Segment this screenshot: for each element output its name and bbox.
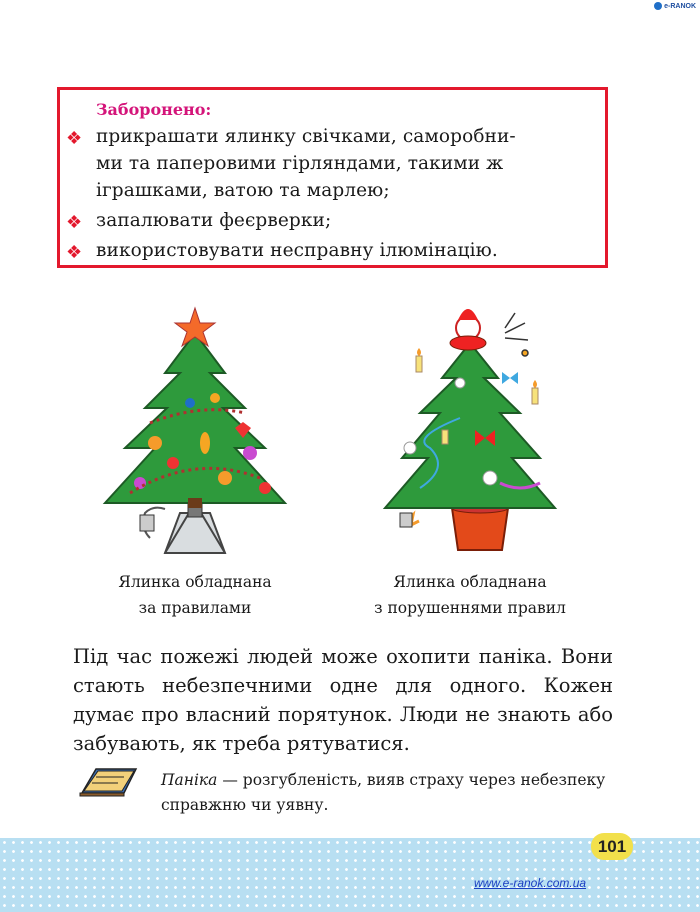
rule-item-continuation — [96, 150, 591, 177]
panic-paragraph: Під час пожежі людей може охопити паніка. Вони стають небезпечними одне для одного. Кожен думає про власний порятунок. Люди не знають або забувають, як треба рятуватися. — [73, 645, 613, 755]
rule-item — [66, 123, 591, 150]
definition-term: Паніка — [161, 771, 218, 789]
caption-line: за правилами — [138, 599, 252, 617]
rule-text: прикрашати ялинку свічками, саморобни- — [96, 126, 516, 147]
rule-item-continuation — [96, 177, 591, 204]
page-number: 101 — [591, 833, 633, 860]
publisher-logo — [654, 2, 696, 10]
caption-line: з порушеннями правил — [374, 599, 566, 617]
right-caption — [350, 569, 590, 621]
unsafe-christmas-tree-illustration — [380, 298, 560, 558]
bucket-icon — [452, 503, 508, 550]
caption-line: Ялинка обладнана — [118, 573, 272, 591]
rule-text: ми та паперовими гірляндами, такими ж — [96, 153, 504, 174]
rule-item — [66, 237, 591, 264]
diamond-bullet-icon: ❖ — [66, 128, 83, 149]
rule-text: запалювати феєрверки; — [96, 210, 332, 231]
rule-text: іграшками, ватою та марлею; — [96, 180, 390, 201]
rule-item — [66, 207, 591, 234]
diamond-bullet-icon: ❖ — [66, 242, 83, 263]
bow-icon — [502, 372, 518, 384]
santa-topper-icon — [450, 309, 486, 350]
tree-icon — [385, 343, 555, 508]
caption-line: Ялинка обладнана — [393, 573, 547, 591]
diamond-bullet-icon: ❖ — [66, 212, 83, 233]
definition-text: — розгубленість, вияв страху через небезпеку справжню чи уявну. — [161, 771, 606, 814]
logo-icon — [654, 2, 662, 10]
correct-christmas-tree-illustration — [95, 303, 295, 563]
logo-text: e-RANOK — [664, 2, 696, 10]
publisher-link[interactable]: www.e-ranok.com.ua — [474, 876, 587, 890]
panic-definition — [161, 768, 616, 818]
prohibited-title: Заборонено: — [96, 100, 212, 119]
rule-text: використовувати несправну ілюмінацію. — [96, 240, 498, 261]
prohibited-box — [57, 87, 608, 268]
book-icon — [78, 763, 140, 797]
left-caption — [95, 569, 295, 621]
tree-icon — [105, 333, 285, 508]
